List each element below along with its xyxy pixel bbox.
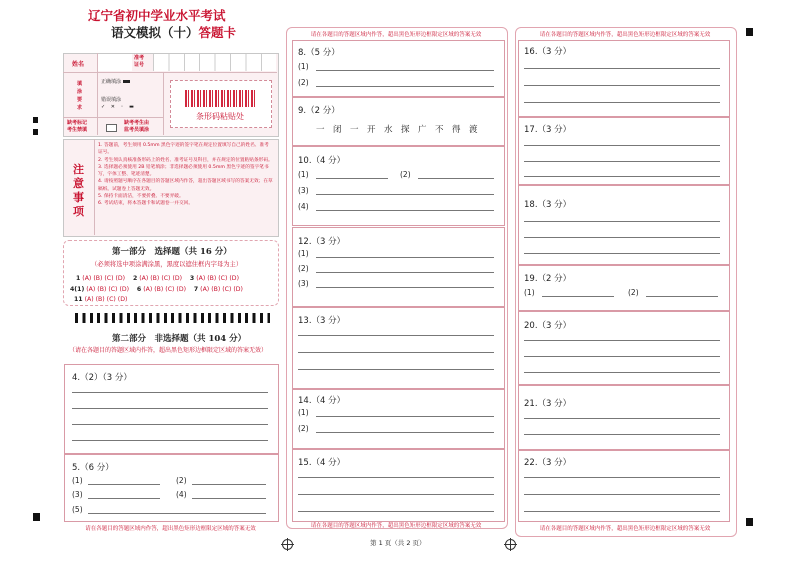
answer-line[interactable] bbox=[316, 416, 494, 417]
option-c[interactable]: (C) bbox=[108, 286, 118, 293]
header-warning: 请在各题目的答题区域内作答，超出黑色矩形边框限定区域的答案无效 bbox=[310, 32, 482, 38]
sub-label: (4) bbox=[176, 490, 187, 499]
mc-row-2: 4(1) (A) (B) (C) (D) 6 (A) (B) (C) (D) 7 (A) (B) (C) (D) bbox=[70, 286, 243, 293]
sub-label: (1) bbox=[298, 62, 309, 71]
notice-item: 3. 选择题必须使用 2B 铅笔填涂；非选择题必须使用 0.5mm 黑色字迹的签字笔书写，字体工整、笔迹清楚。 bbox=[98, 164, 269, 178]
notice-divider bbox=[94, 139, 95, 235]
answer-line[interactable] bbox=[542, 296, 614, 297]
answer-line[interactable] bbox=[524, 356, 720, 357]
answer-line[interactable] bbox=[88, 484, 160, 485]
sub-label: (2) bbox=[176, 476, 187, 485]
barcode-label: 条形码粘贴处 bbox=[196, 112, 244, 121]
option-b[interactable]: (B) bbox=[211, 286, 221, 293]
answer-line[interactable] bbox=[316, 432, 494, 433]
answer-line[interactable] bbox=[524, 176, 720, 177]
answer-line[interactable] bbox=[192, 498, 266, 499]
notice-item: 5. 保持卡面清洁，不要折叠、不要弄破。 bbox=[98, 194, 184, 200]
info-divider-row bbox=[63, 72, 277, 73]
answer-line[interactable] bbox=[72, 392, 268, 393]
correct-fill-label: 正确填涂 bbox=[101, 78, 130, 85]
answer-line[interactable] bbox=[316, 210, 494, 211]
answer-line[interactable] bbox=[524, 102, 720, 103]
sub-label: (3) bbox=[72, 490, 83, 499]
part2-note: （请在各题目的答题区域内作答，超出黑色矩形边框限定区域的答案无效） bbox=[69, 347, 268, 354]
sub-label: (5) bbox=[72, 505, 83, 514]
question-number: 12.（3 分） bbox=[298, 237, 346, 247]
sub-label: (2) bbox=[298, 78, 309, 87]
option-c[interactable]: (C) bbox=[161, 275, 171, 282]
option-d[interactable]: (D) bbox=[233, 286, 243, 293]
subject-name: 语文模拟（十） bbox=[111, 25, 199, 40]
q9-characters: 一 闭 一 开 水 探 广 不 得 渡 bbox=[316, 125, 478, 135]
answer-line[interactable] bbox=[524, 161, 720, 162]
option-b[interactable]: (B) bbox=[95, 296, 105, 303]
sub-label: (3) bbox=[298, 186, 309, 195]
sub-label: (2) bbox=[400, 170, 411, 179]
question-number: 13.（3 分） bbox=[298, 316, 346, 326]
name-input[interactable] bbox=[98, 54, 132, 71]
answer-line[interactable] bbox=[316, 194, 494, 195]
exam-number-grid[interactable] bbox=[153, 54, 276, 71]
answer-line[interactable] bbox=[524, 68, 720, 69]
notice-item: 6. 考试结束，将本答题卡和试题卷一并交回。 bbox=[98, 201, 194, 207]
option-d[interactable]: (D) bbox=[117, 296, 128, 303]
barcode-icon bbox=[185, 90, 255, 107]
mc-row-1: 1 (A) (B) (C) (D) 2 (A) (B) (C) (D) 3 (A) (B) (C) (D) bbox=[76, 275, 239, 282]
timing-mark bbox=[33, 117, 38, 123]
exam-number-label: 准考 证号 bbox=[134, 55, 145, 68]
option-c[interactable]: (C) bbox=[222, 286, 232, 293]
footer-warning: 请在各题目的答题区域内作答，超出黑色矩形边框限定区域的答案无效 bbox=[539, 526, 711, 532]
option-b[interactable]: (B) bbox=[93, 275, 103, 282]
mc-row-3: 11 (A) (B) (C) (D) bbox=[74, 296, 128, 303]
answer-line[interactable] bbox=[72, 440, 268, 441]
header-warning: 请在各题目的答题区域内作答，超出黑色矩形边框限定区域的答案无效 bbox=[539, 32, 711, 38]
answer-line[interactable] bbox=[524, 340, 720, 341]
option-a[interactable]: (A) bbox=[196, 275, 206, 282]
answer-line[interactable] bbox=[72, 424, 268, 425]
option-d[interactable]: (D) bbox=[229, 275, 239, 282]
option-b[interactable]: (B) bbox=[150, 275, 160, 282]
notice-title: 注 意 事 项 bbox=[73, 163, 84, 218]
timing-mark bbox=[746, 28, 753, 36]
answer-line[interactable] bbox=[298, 477, 494, 478]
option-a[interactable]: (A) bbox=[200, 286, 210, 293]
card-name: 答题卡 bbox=[198, 25, 237, 40]
option-b[interactable]: (B) bbox=[154, 286, 164, 293]
answer-line[interactable] bbox=[298, 369, 494, 370]
answer-line[interactable] bbox=[192, 484, 266, 485]
notice-item: 4. 请按照题号顺序在各题目的答题区域内作答，超出答题区域书写的答案无效；在草稿纸、试题卷上答题无效。 bbox=[98, 179, 273, 192]
part2-title: 第二部分 非选择题（共 104 分） bbox=[112, 334, 247, 344]
answer-line[interactable] bbox=[524, 494, 720, 495]
page-number: 第 1 页（共 2 页） bbox=[370, 539, 426, 547]
answer-line[interactable] bbox=[524, 221, 720, 222]
answer-line[interactable] bbox=[298, 352, 494, 353]
question-number: 10.（4 分） bbox=[298, 156, 346, 166]
answer-line[interactable] bbox=[524, 372, 720, 373]
option-c[interactable]: (C) bbox=[165, 286, 175, 293]
footer-warning: 请在各题目的答题区域内作答，超出黑色矩形边框限定区域的答案无效 bbox=[310, 523, 482, 529]
answer-line[interactable] bbox=[298, 511, 494, 512]
question-number: 15.（4 分） bbox=[298, 458, 346, 468]
question-number: 22.（3 分） bbox=[524, 458, 572, 468]
absent-mark-box[interactable] bbox=[106, 124, 117, 132]
answer-line[interactable] bbox=[88, 513, 266, 514]
answer-line[interactable] bbox=[316, 272, 494, 273]
exam-subtitle bbox=[111, 23, 236, 41]
option-d[interactable]: (D) bbox=[115, 275, 126, 282]
sub-label: (1) bbox=[298, 408, 309, 417]
answer-line[interactable] bbox=[524, 85, 720, 86]
option-d[interactable]: (D) bbox=[176, 286, 186, 293]
fill-requirements-label: 填 涂 要 求 bbox=[77, 81, 83, 111]
timing-mark bbox=[33, 513, 40, 521]
answer-line[interactable] bbox=[316, 70, 494, 71]
option-c[interactable]: (C) bbox=[106, 296, 116, 303]
sub-label: (2) bbox=[298, 424, 309, 433]
answer-line[interactable] bbox=[72, 408, 268, 409]
name-label: 姓名 bbox=[72, 61, 85, 68]
answer-line[interactable] bbox=[524, 511, 720, 512]
question-number: 5.（6 分） bbox=[72, 463, 114, 473]
question-number: 4.（2）（3 分） bbox=[72, 373, 132, 383]
answer-line[interactable] bbox=[524, 434, 720, 435]
question-number: 20.（3 分） bbox=[524, 321, 572, 331]
answer-line[interactable] bbox=[524, 145, 720, 146]
sub-label: (1) bbox=[524, 288, 535, 297]
absent-note: 缺考考生由 监考员填涂 bbox=[124, 120, 150, 133]
answer-line[interactable] bbox=[88, 498, 160, 499]
question-number: 17.（3 分） bbox=[524, 125, 572, 135]
option-a[interactable]: (A) bbox=[84, 296, 94, 303]
answer-line[interactable] bbox=[316, 257, 494, 258]
notice-items bbox=[98, 142, 273, 208]
timing-strip bbox=[75, 313, 270, 323]
timing-mark bbox=[746, 518, 753, 526]
answer-line[interactable] bbox=[298, 335, 494, 336]
sub-label: (2) bbox=[628, 288, 639, 297]
answer-line[interactable] bbox=[418, 178, 494, 179]
option-d[interactable]: (D) bbox=[119, 286, 130, 293]
option-a[interactable]: (A) bbox=[86, 286, 96, 293]
question-number: 8.（5 分） bbox=[298, 48, 340, 58]
answer-line[interactable] bbox=[524, 237, 720, 238]
question-number: 14.（4 分） bbox=[298, 396, 346, 406]
question-number: 19.（2 分） bbox=[524, 274, 572, 284]
wrong-fill-label: 错误填涂 bbox=[101, 97, 122, 103]
answer-line[interactable] bbox=[316, 287, 494, 288]
registration-mark-icon bbox=[282, 539, 293, 550]
question-number: 18.（3 分） bbox=[524, 200, 572, 210]
footer-warning: 请在各题目的答题区域内作答，超出黑色矩形边框限定区域的答案无效 bbox=[85, 526, 256, 532]
part1-title: 第一部分 选择题（共 16 分） bbox=[112, 247, 232, 257]
exam-title: 辽宁省初中学业水平考试 bbox=[88, 8, 226, 23]
answer-line[interactable] bbox=[524, 477, 720, 478]
answer-line[interactable] bbox=[316, 178, 388, 179]
sub-label: (1) bbox=[298, 249, 309, 258]
sub-label: (3) bbox=[298, 279, 309, 288]
question-number: 9.（2 分） bbox=[298, 106, 340, 116]
answer-line[interactable] bbox=[524, 253, 720, 254]
answer-line[interactable] bbox=[524, 418, 720, 419]
sub-label: (1) bbox=[298, 170, 309, 179]
absent-mark-label: 缺考标记 考生禁填 bbox=[67, 120, 88, 133]
question-number: 21.（3 分） bbox=[524, 399, 572, 409]
timing-mark bbox=[33, 129, 38, 135]
registration-mark-icon bbox=[505, 539, 516, 550]
option-a[interactable]: (A) bbox=[139, 275, 149, 282]
answer-line[interactable] bbox=[298, 494, 494, 495]
notice-item: 1. 答题前，考生须用 0.5mm 黑色字迹的签字笔在规定位置填写自己的姓名、准考证号。 bbox=[98, 143, 269, 156]
sub-label: (2) bbox=[298, 264, 309, 273]
part1-note: （必须将选中项涂满涂黑，黑度以遮住框内字母为主） bbox=[91, 261, 243, 268]
option-a[interactable]: (A) bbox=[143, 286, 153, 293]
option-a[interactable]: (A) bbox=[82, 275, 92, 282]
option-b[interactable]: (B) bbox=[97, 286, 107, 293]
sub-label: (1) bbox=[72, 476, 83, 485]
question-number: 16.（3 分） bbox=[524, 47, 572, 57]
notice-item: 2. 考生须认真核准条形码上的姓名、准考证号及科目，并在规定的位置粘贴条形码。 bbox=[98, 157, 273, 163]
option-b[interactable]: (B) bbox=[207, 275, 217, 282]
sub-label: (4) bbox=[298, 202, 309, 211]
option-c[interactable]: (C) bbox=[104, 275, 114, 282]
answer-line[interactable] bbox=[646, 296, 718, 297]
info-divider-row bbox=[63, 117, 163, 118]
option-d[interactable]: (D) bbox=[172, 275, 183, 282]
wrong-fill-examples: ✓ ✕ ◦ ▬ bbox=[101, 104, 136, 110]
info-divider-col bbox=[163, 72, 164, 135]
option-c[interactable]: (C) bbox=[218, 275, 228, 282]
answer-line[interactable] bbox=[316, 86, 494, 87]
